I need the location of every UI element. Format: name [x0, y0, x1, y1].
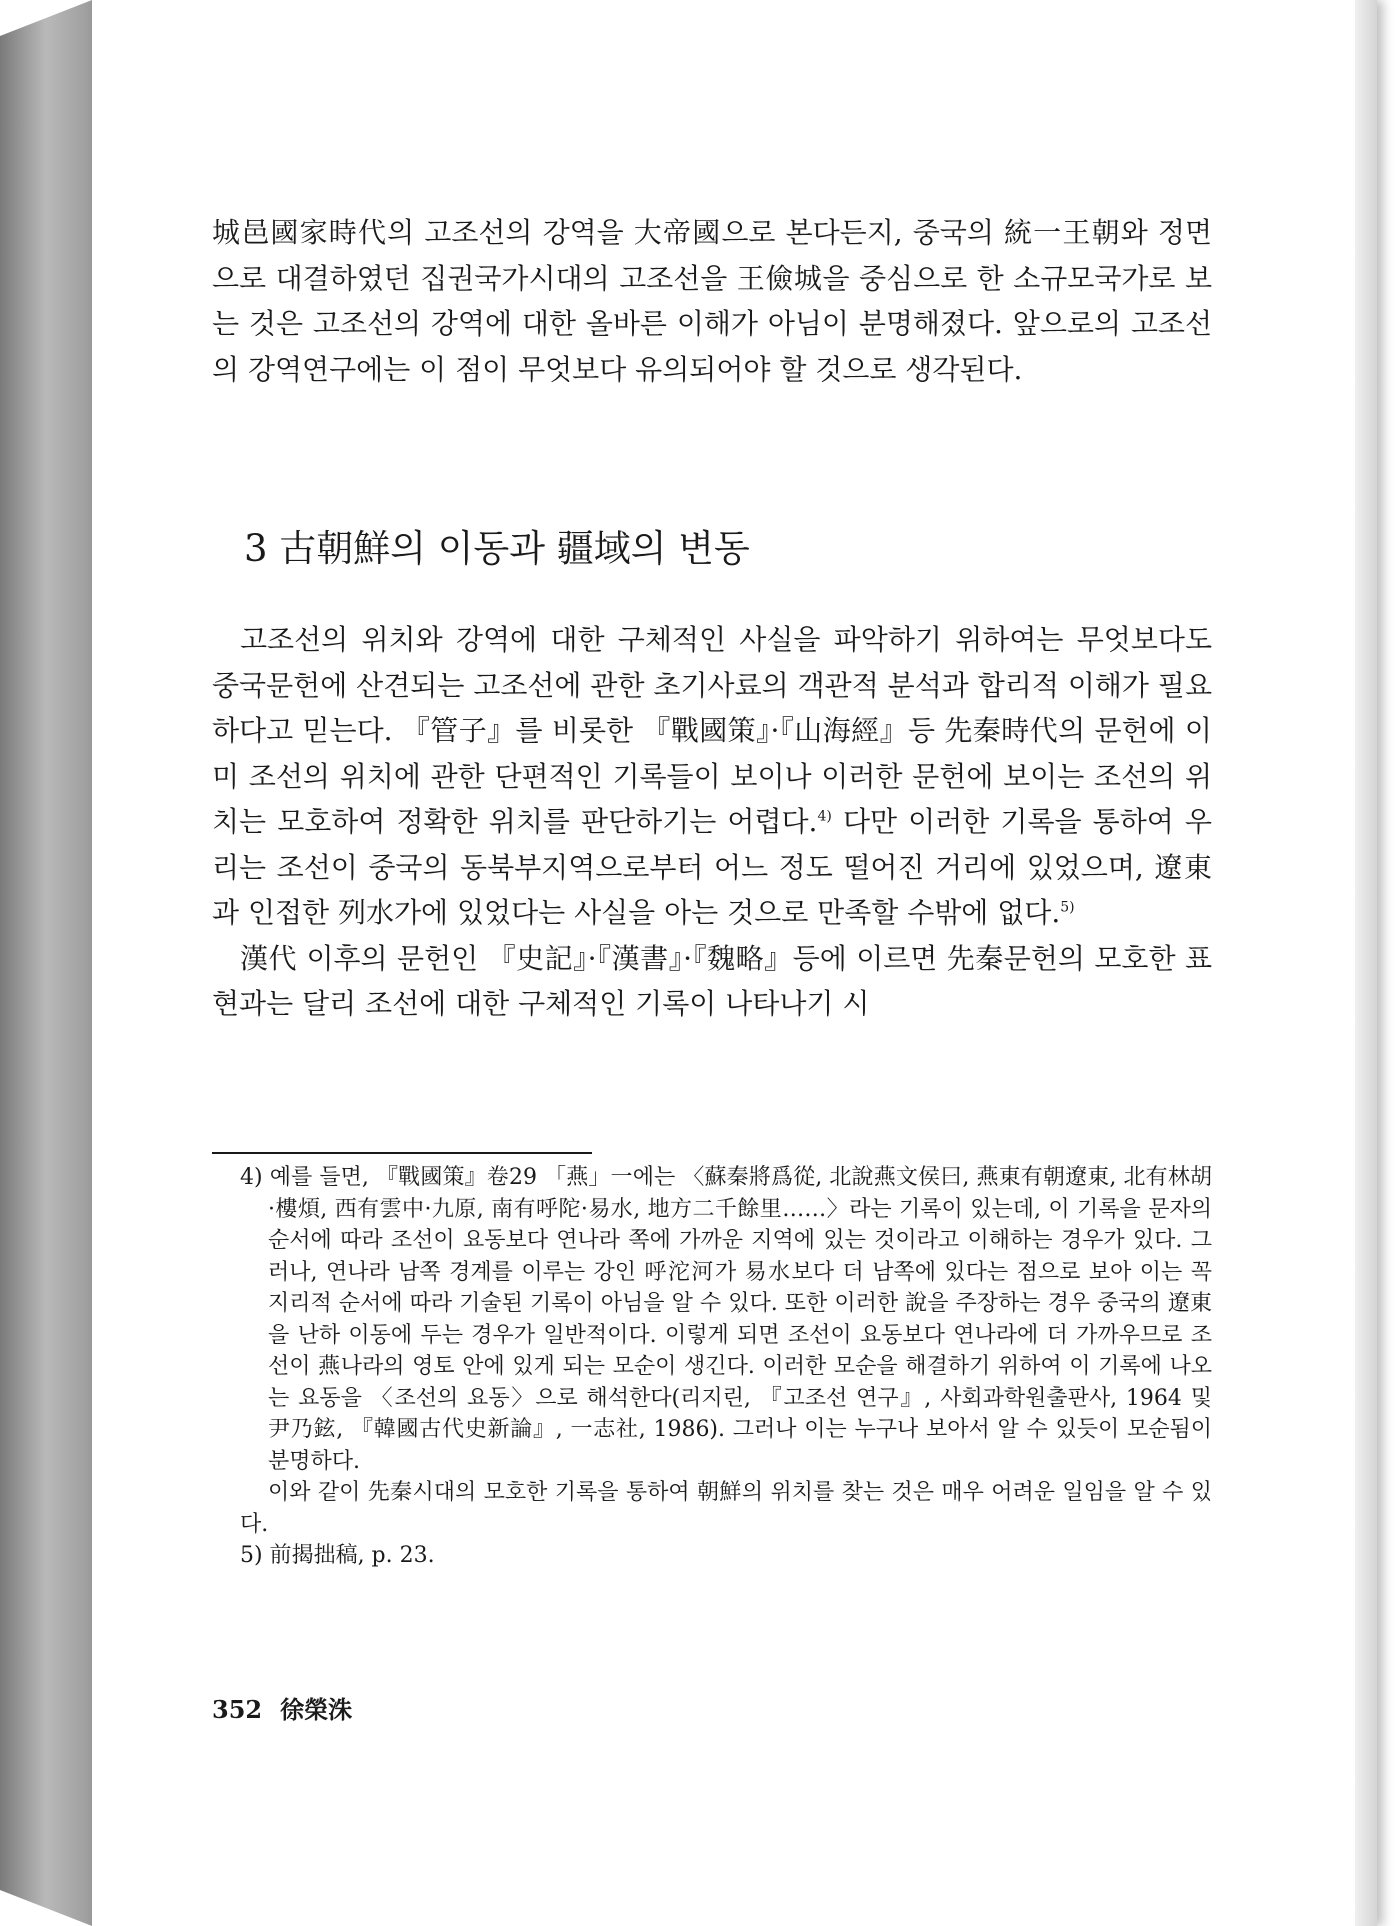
footnote-5: 5) 前揭拙稿, p. 23.	[240, 1543, 435, 1568]
paragraph-2b-text: 다만 이러한 기록을 통하여 우리는 조선이 중국의 동북부지역으로부터 어느 정도 떨어진 거리에 있었으며, 遼東과 인접한 列水가에 있었다는 사실을 아는 것으로 만족할 수밖에 없다.	[212, 805, 1212, 929]
page-edge	[1355, 0, 1377, 1926]
running-author: 徐榮洙	[280, 1695, 353, 1724]
footnote-ref-4: 4)	[817, 808, 832, 825]
footnote-rule	[212, 1152, 592, 1154]
book-spine	[0, 0, 92, 1926]
footnotes	[240, 1162, 1212, 1572]
section-heading: 3 古朝鮮의 이동과 疆域의 변동	[244, 527, 750, 570]
paragraph-1-text: 城邑國家時代의 고조선의 강역을 大帝國으로 본다든지, 중국의 統一王朝와 정면으로 대결하였던 집권국가시대의 고조선을 王儉城을 중심으로 한 소규모국가로 보는 것은 고조선의 강역에 대한 올바른 이해가 아님이 분명해졌다. 앞으로의 고조선의 강역연구에는 이 점이 무엇보다 유의되어야 할 것으로 생각된다.	[212, 216, 1212, 386]
paragraph-3: 漢代 이후의 문헌인 『史記』·『漢書』·『魏略』등에 이르면 先秦문헌의 모호한 표현과는 달리 조선에 대한 구체적인 기록이 나타나기 시	[212, 941, 1212, 1020]
paragraph-2a-text: 고조선의 위치와 강역에 대한 구체적인 사실을 파악하기 위하여는 무엇보다도 중국문헌에 산견되는 고조선에 관한 초기사료의 객관적 분석과 합리적 이해가 필요하다고 믿는다. 『管子』를 비롯한 『戰國策』·『山海經』등 先秦時代의 문헌에 이미 조선의 위치에 관한 단편적인 기록들이 보이나 이러한 문헌에 보이는 조선의 위치는 모호하여 정확한 위치를 판단하기는 어렵다.	[212, 623, 1212, 838]
paragraph-1	[212, 210, 1212, 392]
page-number: 352	[212, 1695, 263, 1724]
section-body	[212, 617, 1212, 1027]
footnote-4: 4) 예를 들면, 『戰國策』卷29 「燕」一에는 〈蘇秦將爲從, 北說燕文侯曰, 燕東有朝遼東, 北有林胡·樓煩, 西有雲中·九原, 南有呼陀·易水, 地方二千餘里……〉라는 기록이 있는데, 이 기록을 문자의 순서에 따라 조선이 요동보다 연나라 쪽에 가까운 지역에 있는 것이라고 이해하는 경우가 있다. 그러나, 연나라 남쪽 경계를 이루는 강인 呼沱河가 易水보다 더 남쪽에 있다는 점으로 보아 이는 꼭 지리적 순서에 따라 기술된 기록이 아님을 알 수 있다. 또한 이러한 說을 주장하는 경우 중국의 遼東을 난하 이동에 두는 경우가 일반적이다. 이렇게 되면 조선이 요동보다 연나라에 더 가까우므로 조선이 燕나라의 영토 안에 있게 되는 모순이 생긴다. 이러한 모순을 해결하기 위하여 이 기록에 나오는 요동을 〈조선의 요동〉으로 해석한다(리지린, 『고조선 연구』, 사회과학원출판사, 1964 및 尹乃鉉, 『韓國古代史新論』, 一志社, 1986). 그러나 이는 누구나 보아서 알 수 있듯이 모순됨이 분명하다.	[240, 1165, 1212, 1474]
paragraph-2	[212, 617, 1212, 936]
footnote-ref-5: 5)	[1060, 899, 1075, 916]
folio	[212, 1690, 370, 1725]
footnote-4-continued: 이와 같이 先秦시대의 모호한 기록을 통하여 朝鮮의 위치를 찾는 것은 매우 어려운 일임을 알 수 있다.	[240, 1480, 1212, 1537]
